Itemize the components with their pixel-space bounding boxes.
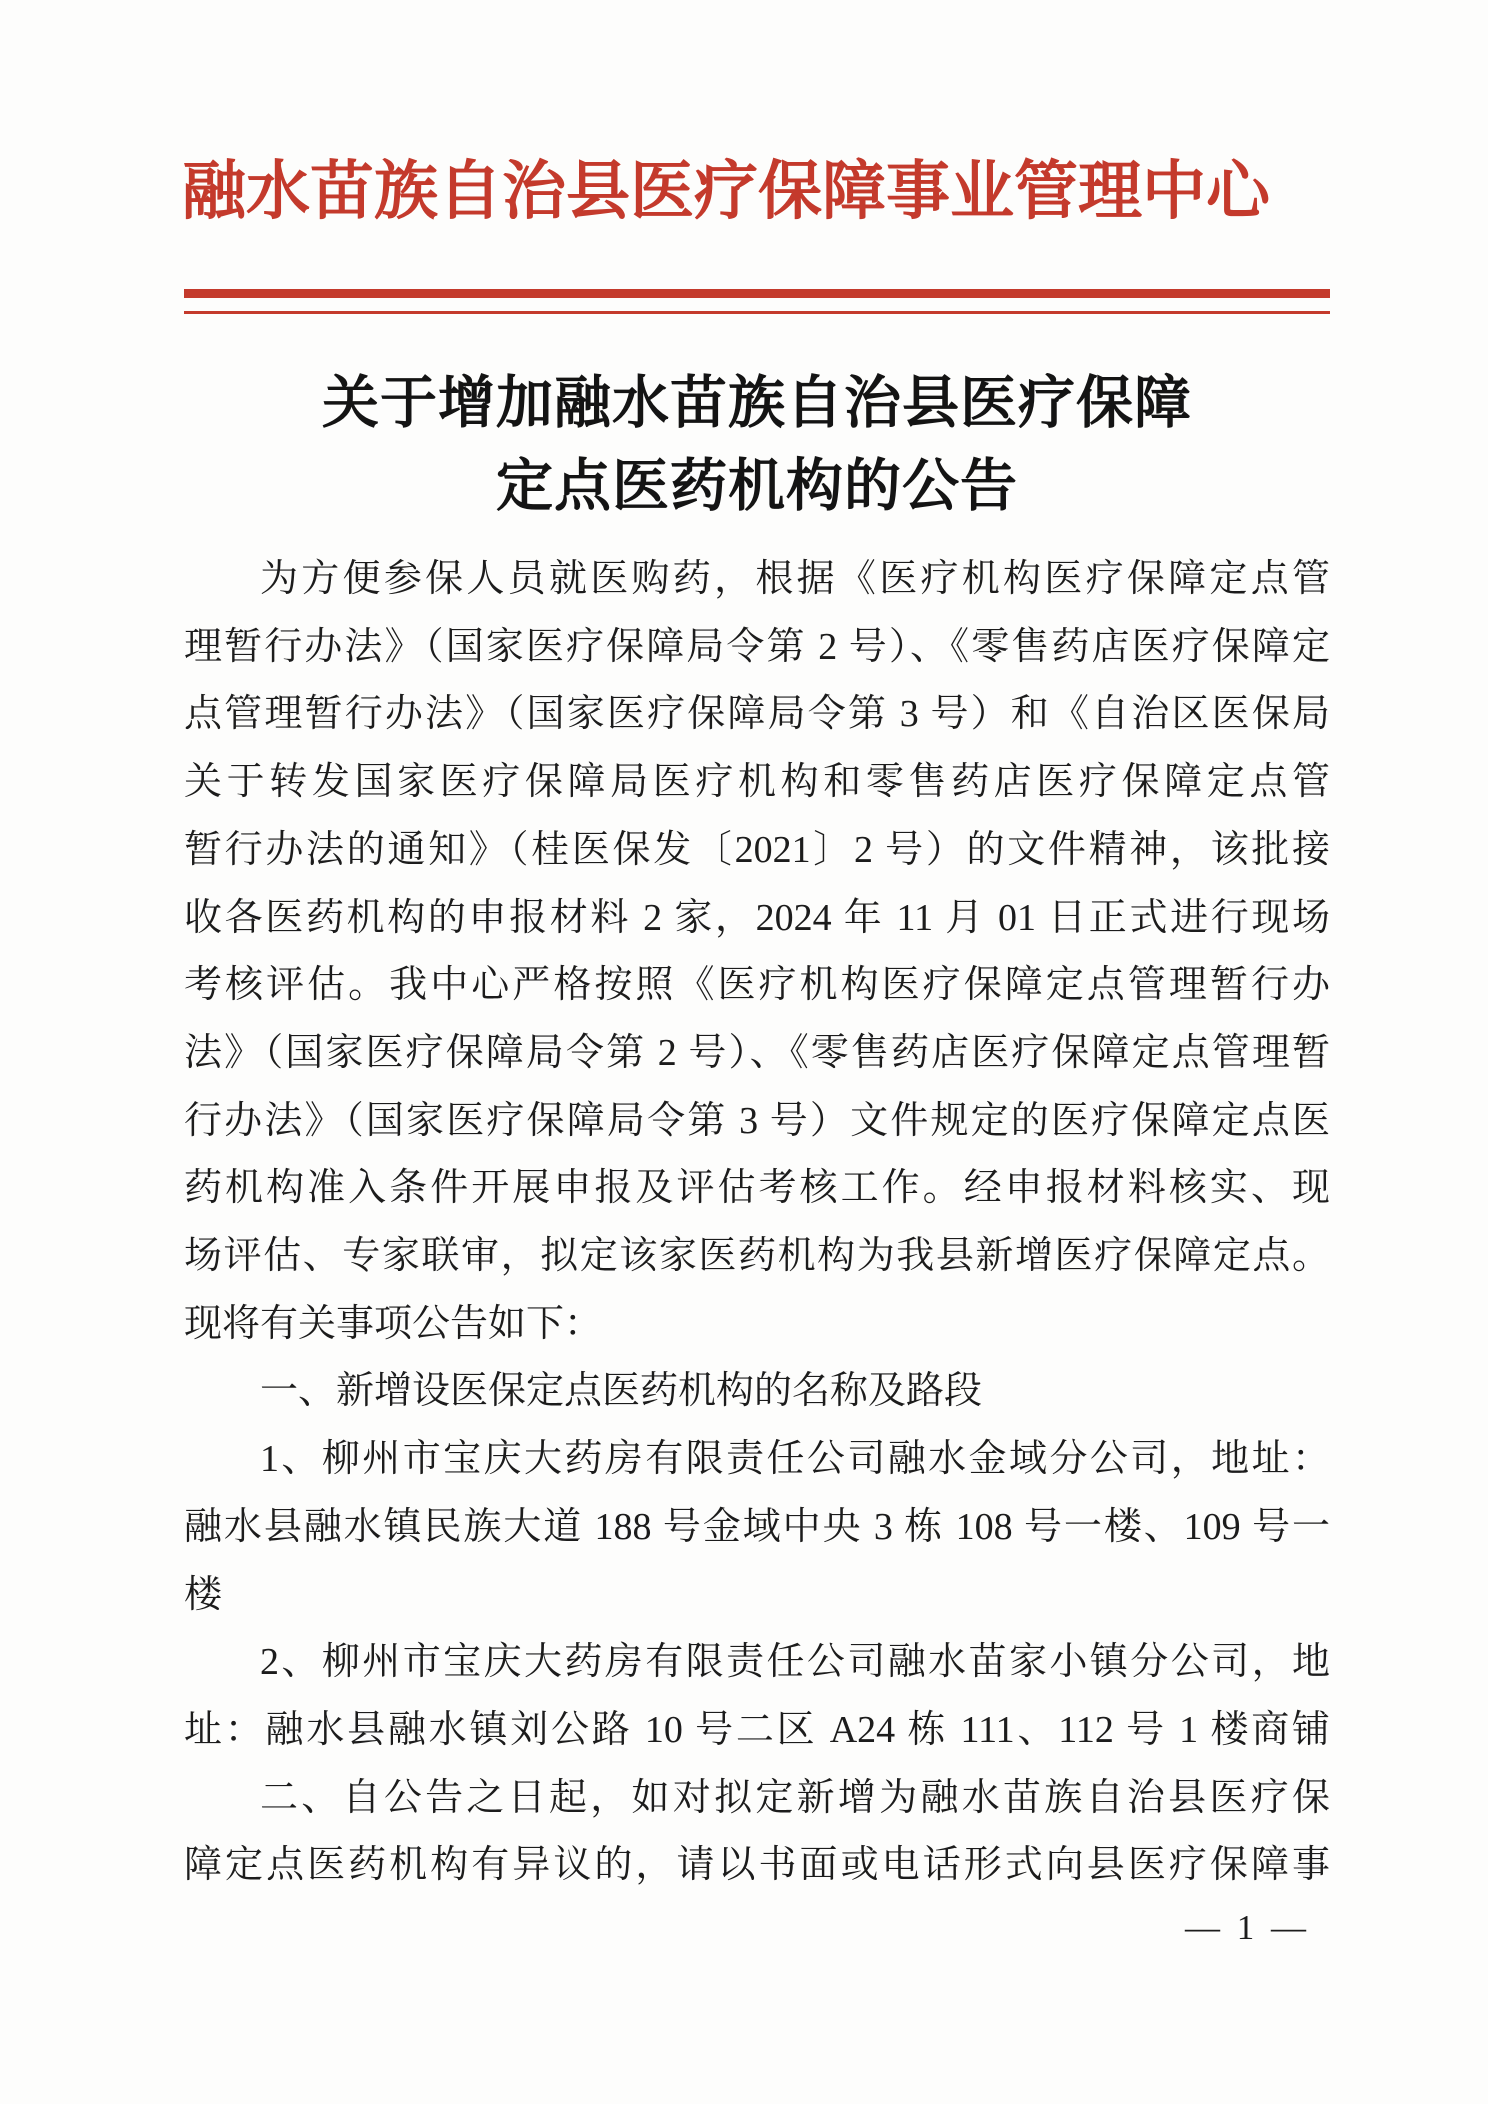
body-line: 考核评估。我中心严格按照《医疗机构医疗保障定点管理暂行办 bbox=[184, 964, 1330, 1007]
body-line: 场评估、专家联审，拟定该家医药机构为我县新增医疗保障定点。 bbox=[184, 1235, 1330, 1278]
letterhead-title: 融水苗族自治县医疗保障事业管理中心 bbox=[182, 156, 1270, 227]
body-line: 收各医药机构的申报材料 2 家，2024 年 11 月 01 日正式进行现场 bbox=[184, 896, 1330, 939]
page-number: — 1 — bbox=[1185, 1908, 1310, 1947]
body-line: 暂行办法的通知》（桂医保发〔2021〕2 号）的文件精神，该批接 bbox=[184, 828, 1330, 871]
body-line: 现将有关事项公告如下： bbox=[184, 1302, 603, 1345]
body-line: 融水县融水镇民族大道 188 号金域中央 3 栋 108 号一楼、109 号一 bbox=[184, 1505, 1330, 1548]
document-title-line-1: 关于增加融水苗族自治县医疗保障 bbox=[322, 372, 1192, 435]
body-line: 法》（国家医疗保障局令第 2 号）、《零售药店医疗保障定点管理暂 bbox=[184, 1031, 1330, 1074]
body-line: 二、自公告之日起，如对拟定新增为融水苗族自治县医疗保 bbox=[260, 1776, 1330, 1819]
body-line: 关于转发国家医疗保障局医疗机构和零售药店医疗保障定点管 bbox=[184, 761, 1330, 804]
body-line: 2、柳州市宝庆大药房有限责任公司融水苗家小镇分公司，地 bbox=[260, 1641, 1330, 1684]
announcement-body bbox=[184, 546, 1330, 1900]
body-line: 点管理暂行办法》（国家医疗保障局令第 3 号）和《自治区医保局 bbox=[184, 693, 1330, 736]
document-title bbox=[184, 362, 1330, 528]
body-line: 址：融水县融水镇刘公路 10 号二区 A24 栋 111、112 号 1 楼商铺 bbox=[184, 1708, 1330, 1751]
body-line: 为方便参保人员就医购药，根据《医疗机构医疗保障定点管 bbox=[260, 558, 1330, 600]
body-line: 障定点医药机构有异议的，请以书面或电话形式向县医疗保障事 bbox=[184, 1844, 1330, 1887]
body-line: 1、柳州市宝庆大药房有限责任公司融水金域分公司，地址： bbox=[260, 1438, 1330, 1481]
body-line: 楼 bbox=[184, 1573, 223, 1616]
body-line: 药机构准入条件开展申报及评估考核工作。经申报材料核实、现 bbox=[184, 1167, 1330, 1210]
body-line: 行办法》（国家医疗保障局令第 3 号）文件规定的医疗保障定点医 bbox=[184, 1099, 1330, 1142]
body-line: 理暂行办法》（国家医疗保障局令第 2 号）、《零售药店医疗保障定 bbox=[184, 625, 1330, 668]
document-title-line-2: 定点医药机构的公告 bbox=[496, 455, 1018, 518]
letterhead-rule-thick bbox=[184, 289, 1330, 298]
body-line: 一、新增设医保定点医药机构的名称及路段 bbox=[260, 1370, 983, 1413]
letterhead-rule-thin bbox=[184, 311, 1330, 314]
